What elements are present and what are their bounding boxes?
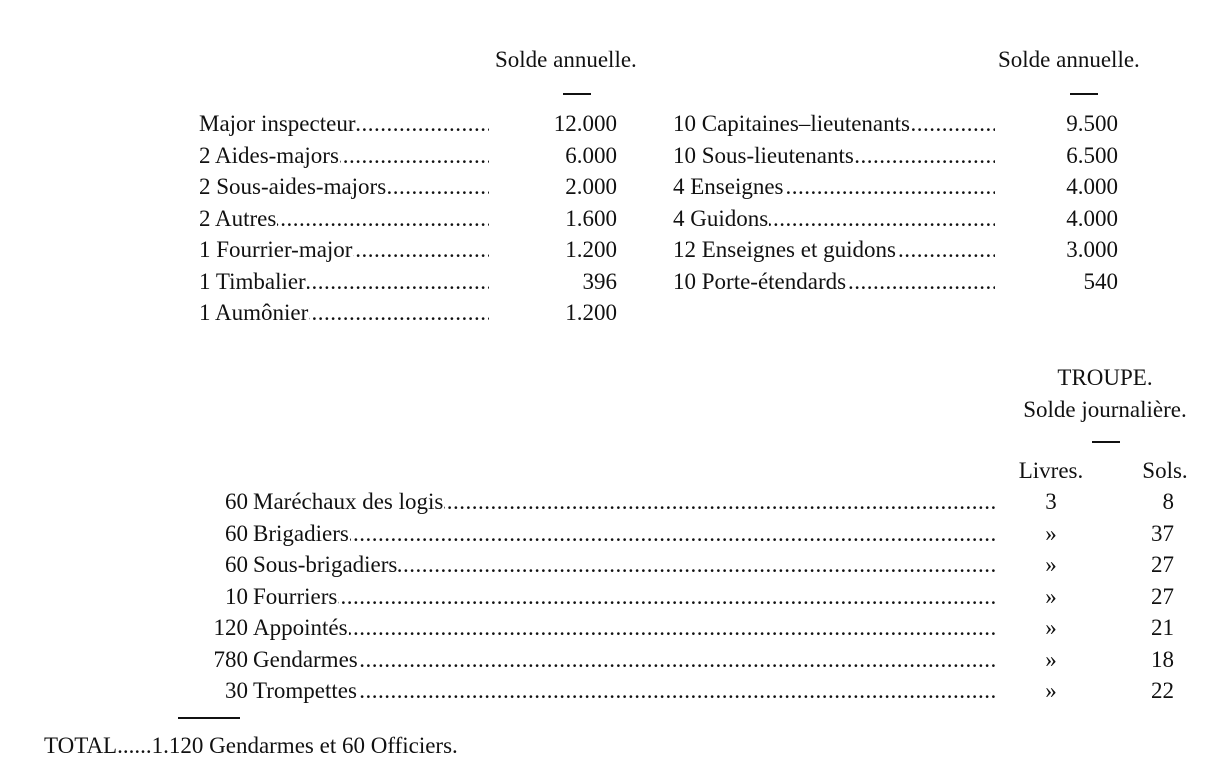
livres-value: » xyxy=(1045,552,1057,577)
dot-leader xyxy=(199,299,489,327)
troop-count: 60 xyxy=(225,520,248,546)
officer-amount: 9.500 xyxy=(1066,111,1118,136)
dot-leader xyxy=(673,205,995,233)
troop-label: Brigadiers xyxy=(253,520,349,546)
dot-leader xyxy=(673,110,995,138)
officer-amount: 1.600 xyxy=(565,205,617,231)
officer-label: 4 Guidons xyxy=(673,205,769,231)
officer-label: 10 Porte-étendards xyxy=(673,268,847,294)
livres-value: » xyxy=(1045,520,1057,546)
officer-amount: 1.200 xyxy=(565,237,617,262)
total-leader: ...... xyxy=(117,733,152,758)
troupe-header-dash xyxy=(1092,441,1120,443)
dot-leader xyxy=(199,142,489,170)
total-text: 1.120 Gendarmes et 60 Officiers. xyxy=(151,733,458,758)
troop-label: Gendarmes xyxy=(253,646,358,672)
sols-value: 27 xyxy=(1151,583,1174,609)
livres-value: » xyxy=(1045,646,1057,672)
troop-count: 30 xyxy=(225,678,248,703)
officer-amount: 396 xyxy=(582,268,617,294)
sols-value: 22 xyxy=(1151,678,1174,703)
officer-amount: 540 xyxy=(1083,268,1118,294)
officer-amount: 4.000 xyxy=(1066,205,1118,231)
troop-count: 10 xyxy=(225,583,248,609)
officer-amount: 2.000 xyxy=(565,174,617,199)
officer-label: 2 Aides-majors xyxy=(199,142,339,168)
dot-leader xyxy=(199,236,489,264)
dot-leader xyxy=(253,614,995,642)
officer-label: 12 Enseignes et guidons xyxy=(673,237,896,262)
dot-leader xyxy=(199,110,489,138)
troop-label: Maréchaux des logis xyxy=(253,489,444,514)
right-column-header: Solde annuelle. xyxy=(998,47,1140,72)
officer-amount: 12.000 xyxy=(553,111,617,136)
dot-leader xyxy=(199,173,489,201)
sols-value: 27 xyxy=(1151,552,1174,577)
sols-value: 18 xyxy=(1151,646,1174,672)
troop-count: 120 xyxy=(213,615,248,640)
sols-value: 8 xyxy=(1162,489,1174,514)
sols-value: 37 xyxy=(1151,520,1174,546)
officer-label: Major inspecteur xyxy=(199,111,356,136)
dot-leader xyxy=(199,205,489,233)
dot-leader xyxy=(199,268,489,296)
officer-label: 10 Sous-lieutenants xyxy=(673,142,854,168)
troop-count: 60 xyxy=(225,489,248,514)
officer-amount: 6.500 xyxy=(1066,142,1118,168)
troupe-title: TROUPE. xyxy=(1057,365,1153,390)
dot-leader xyxy=(253,551,995,579)
officer-amount: 6.000 xyxy=(565,142,617,168)
dot-leader xyxy=(253,677,995,705)
left-column-header: Solde annuelle. xyxy=(495,47,637,72)
livres-column-header: Livres. xyxy=(1018,458,1084,483)
dot-leader xyxy=(253,488,995,516)
officer-amount: 3.000 xyxy=(1066,237,1118,262)
troupe-subtitle: Solde journalière. xyxy=(1023,397,1187,422)
total-rule xyxy=(178,717,240,719)
troop-label: Trompettes xyxy=(253,678,357,703)
livres-value: » xyxy=(1045,678,1057,703)
left-header-dash xyxy=(563,93,591,95)
livres-value: » xyxy=(1045,583,1057,609)
dot-leader xyxy=(253,520,995,548)
dot-leader xyxy=(673,236,995,264)
officer-label: 1 Fourrier-major xyxy=(199,237,353,262)
officer-label: 4 Enseignes xyxy=(673,174,784,199)
dot-leader xyxy=(673,142,995,170)
total-line xyxy=(44,732,458,760)
troop-count: 60 xyxy=(225,552,248,577)
officer-label: 1 Timbalier xyxy=(199,268,306,294)
troop-label: Fourriers xyxy=(253,583,338,609)
officer-label: 2 Sous-aides-majors xyxy=(199,174,387,199)
officer-label: 10 Capitaines–lieutenants xyxy=(673,111,910,136)
livres-value: 3 xyxy=(1045,489,1057,514)
troop-count: 780 xyxy=(213,646,248,672)
officer-amount: 4.000 xyxy=(1066,174,1118,199)
dot-leader xyxy=(253,646,995,674)
sols-value: 21 xyxy=(1151,615,1174,640)
troop-label: Appointés xyxy=(253,615,348,640)
troop-label: Sous-brigadiers xyxy=(253,552,398,577)
right-header-dash xyxy=(1070,93,1098,95)
dot-leader xyxy=(673,268,995,296)
dot-leader xyxy=(253,583,995,611)
officer-label: 2 Autres xyxy=(199,205,277,231)
officer-amount: 1.200 xyxy=(565,300,617,325)
total-label: TOTAL xyxy=(44,733,118,758)
sols-column-header: Sols. xyxy=(1142,458,1188,483)
officer-label: 1 Aumônier xyxy=(199,300,309,325)
livres-value: » xyxy=(1045,615,1057,640)
dot-leader xyxy=(673,173,995,201)
